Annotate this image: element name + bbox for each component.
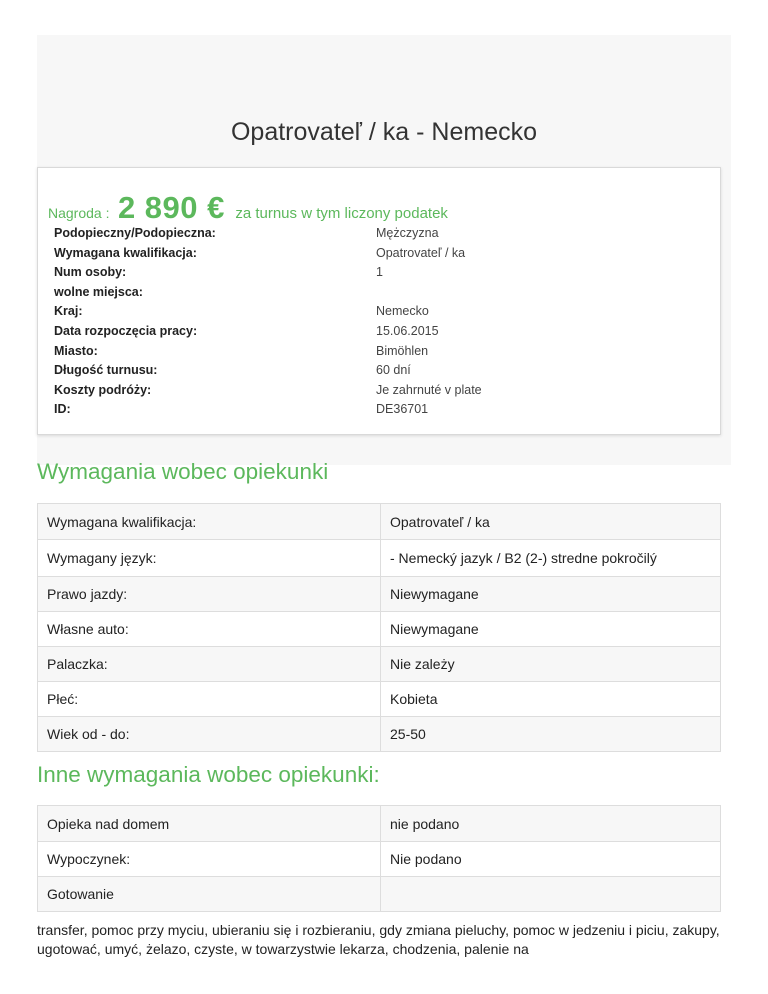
requirements-table — [37, 503, 721, 752]
requirement-label: Własne auto: — [38, 612, 381, 647]
requirement-label: Palaczka: — [38, 647, 381, 682]
detail-value: Bimöhlen — [376, 343, 429, 358]
requirement-value: Niewymagane — [381, 612, 721, 647]
detail-row — [54, 361, 714, 381]
detail-row — [54, 302, 714, 322]
requirement-label: Wymagana kwalifikacja: — [38, 504, 381, 540]
requirement-value: Nie zależy — [381, 647, 721, 682]
requirement-label: Płeć: — [38, 682, 381, 717]
table-row — [38, 612, 721, 647]
table-row — [38, 806, 721, 842]
detail-row — [54, 283, 714, 303]
table-row — [38, 717, 721, 752]
detail-row — [54, 381, 714, 401]
detail-key: ID: — [54, 402, 71, 417]
other-requirements-heading: Inne wymagania wobec opiekunki: — [37, 762, 380, 787]
requirement-label: Wiek od - do: — [38, 717, 381, 752]
requirement-value: Kobieta — [381, 682, 721, 717]
reward-note: za turnus w tym liczony podatek — [235, 205, 448, 222]
requirement-label: Wymagany język: — [38, 540, 381, 577]
detail-key: Koszty podróży: — [54, 382, 152, 397]
detail-row — [54, 263, 714, 283]
reward-line — [48, 190, 448, 226]
detail-value: Mężczyzna — [376, 226, 439, 240]
detail-row — [54, 322, 714, 342]
detail-value: 1 — [376, 265, 383, 280]
requirement-value — [381, 877, 721, 912]
other-requirements-table — [37, 805, 721, 912]
detail-key: Miasto: — [54, 343, 98, 358]
detail-key: Kraj: — [54, 304, 83, 319]
requirement-label: Opieka nad domem — [38, 806, 381, 842]
duties-description: transfer, pomoc przy myciu, ubieraniu się i rozbieraniu, gdy zmiana pieluchy, pomoc w jedzeniu i piciu, zakupy, ugotować, umyć, żelazo, czyste, w towarzystwie lekarza, chodzenia, palenie na — [37, 922, 720, 957]
detail-row — [54, 342, 714, 362]
detail-value: Nemecko — [376, 304, 429, 319]
requirement-value: Nie podano — [381, 842, 721, 877]
detail-value: 15.06.2015 — [376, 323, 439, 338]
requirement-value: Niewymagane — [381, 577, 721, 612]
detail-key: Podopieczny/Podopieczna: — [54, 226, 216, 240]
detail-key: Długość turnusu: — [54, 363, 158, 378]
table-row — [38, 504, 721, 540]
table-row — [38, 540, 721, 577]
table-row — [38, 842, 721, 877]
detail-value: Opatrovateľ / ka — [376, 245, 466, 260]
requirement-label: Gotowanie — [38, 877, 381, 912]
detail-key: Num osoby: — [54, 265, 127, 280]
detail-value: 60 dní — [376, 363, 411, 378]
offer-details-list — [54, 224, 714, 420]
requirement-value: Opatrovateľ / ka — [381, 504, 721, 540]
detail-value: DE36701 — [376, 402, 429, 417]
requirement-value: - Nemecký jazyk / B2 (2-) stredne pokročilý — [381, 540, 721, 577]
detail-value: Je zahrnuté v plate — [376, 382, 482, 397]
requirements-heading: Wymagania wobec opiekunki — [37, 459, 329, 484]
detail-row — [54, 400, 714, 420]
requirement-label: Wypoczynek: — [38, 842, 381, 877]
page-title: Opatrovateľ / ka - Nemecko — [230, 118, 538, 146]
table-row — [38, 577, 721, 612]
requirement-label: Prawo jazdy: — [38, 577, 381, 612]
table-row — [38, 877, 721, 912]
requirement-value: nie podano — [381, 806, 721, 842]
table-row — [38, 682, 721, 717]
requirement-value: 25-50 — [381, 717, 721, 752]
detail-row — [54, 244, 714, 264]
reward-amount: 2 890 € — [117, 190, 225, 225]
detail-row — [54, 224, 714, 244]
detail-key: wolne miejsca: — [54, 284, 143, 299]
table-row — [38, 647, 721, 682]
detail-key: Wymagana kwalifikacja: — [54, 245, 197, 260]
detail-key: Data rozpoczęcia pracy: — [54, 323, 198, 338]
reward-label: Nagroda : — [48, 205, 110, 221]
